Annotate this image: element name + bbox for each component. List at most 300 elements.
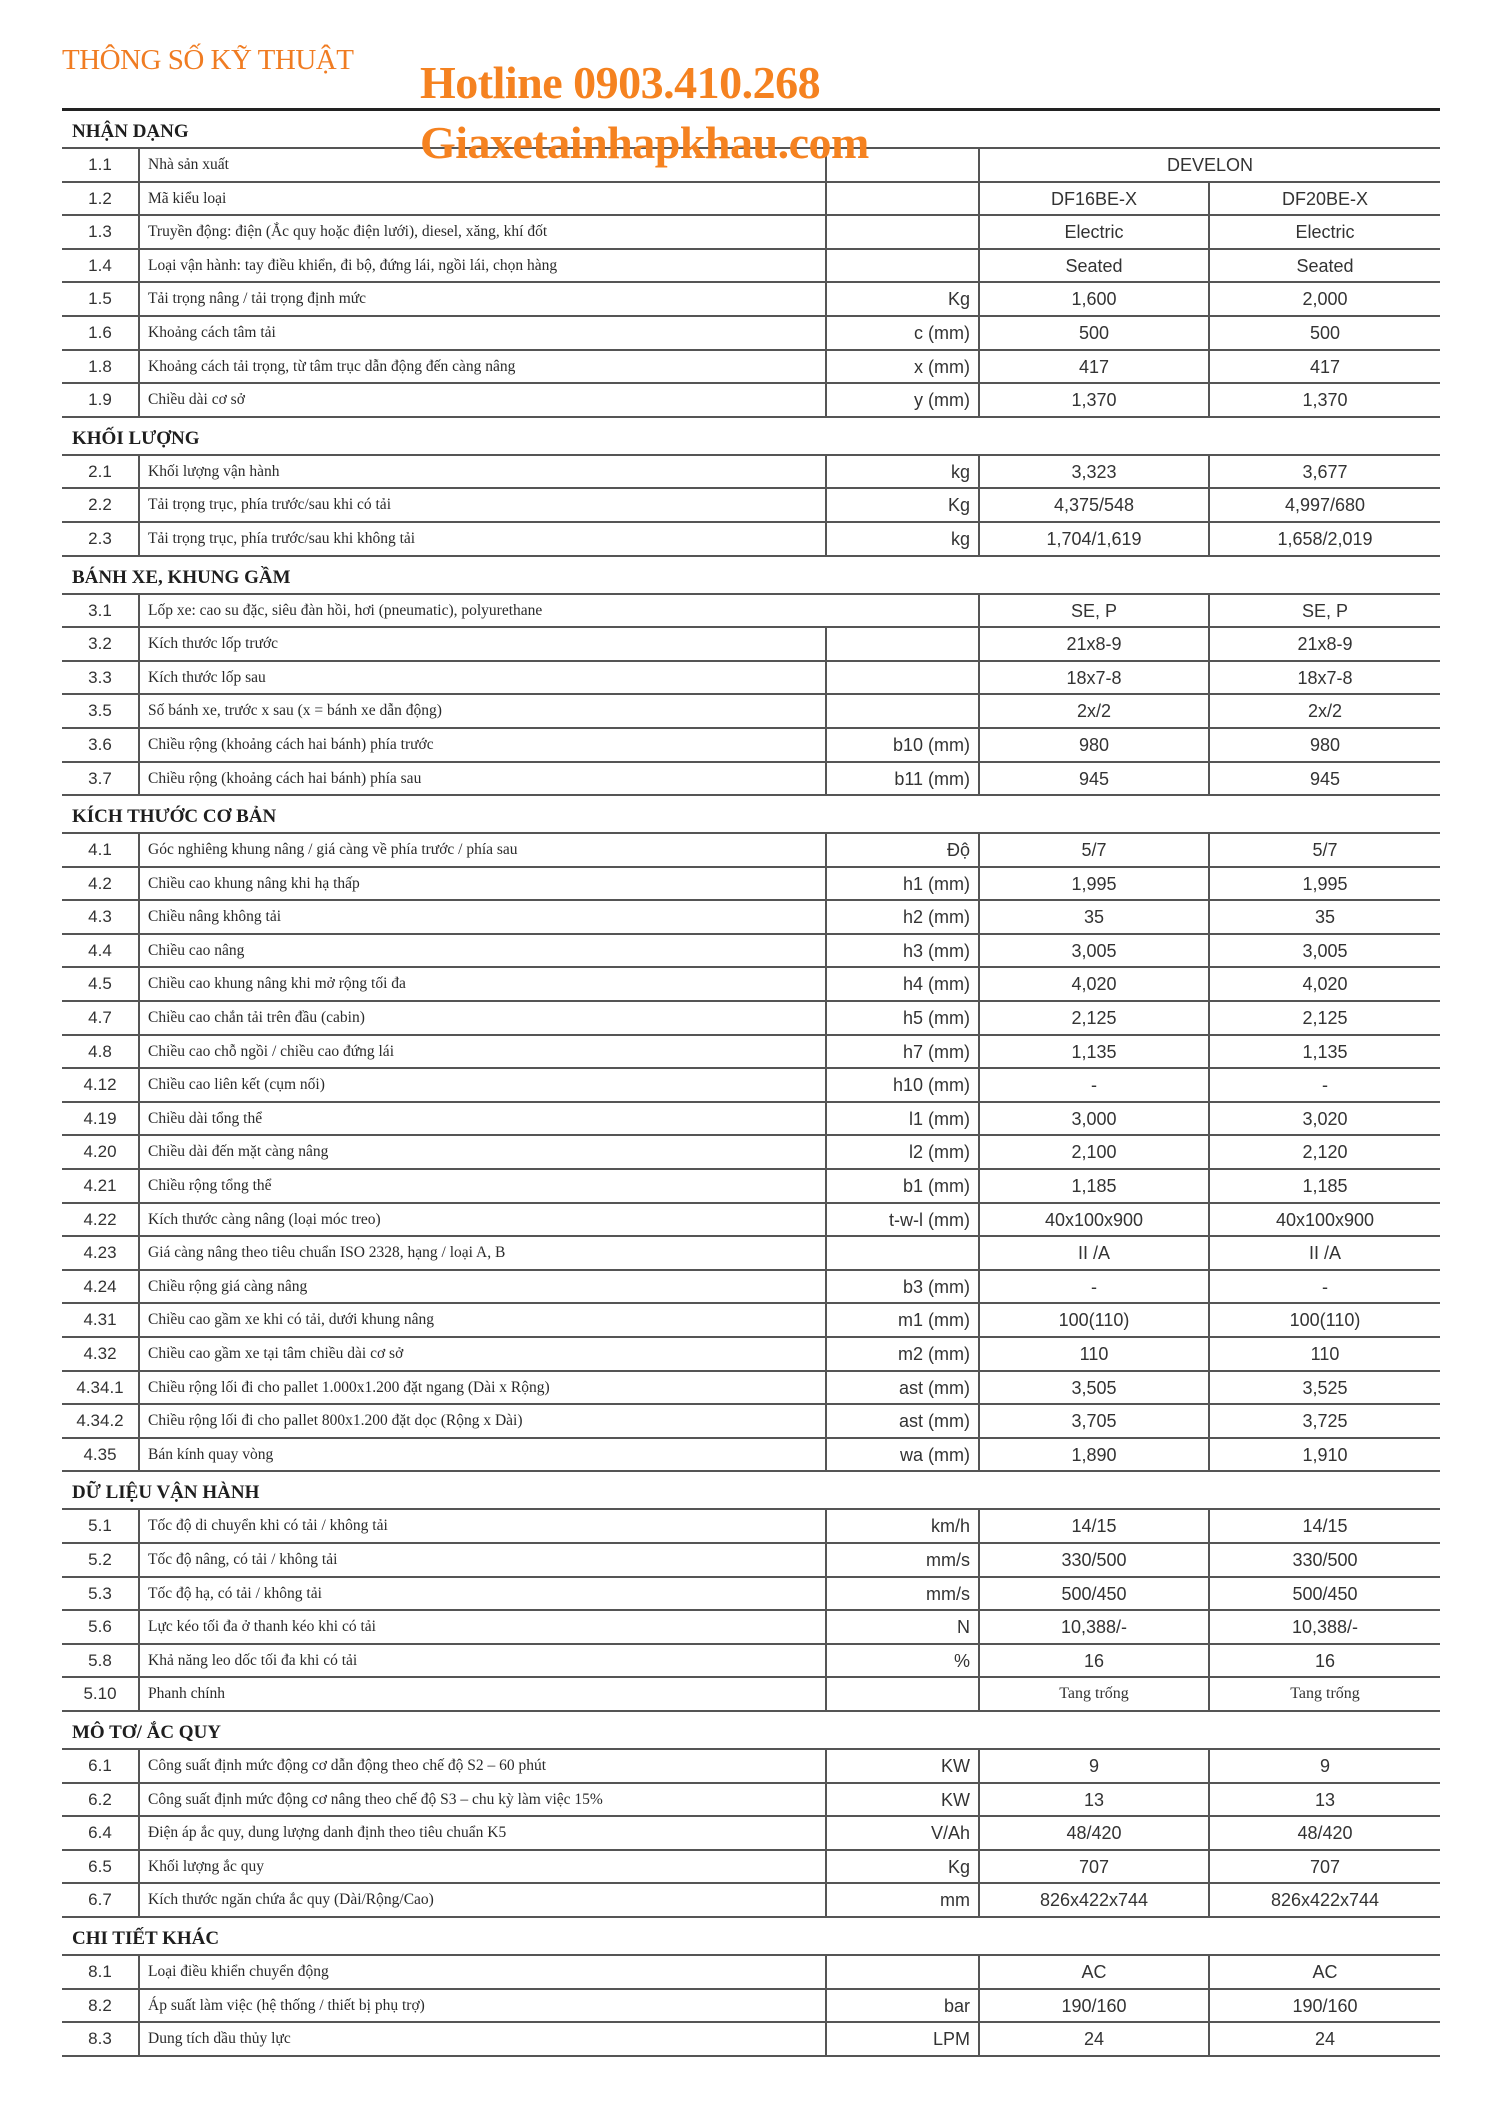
row-description: Kích thước ngăn chứa ắc quy (Dài/Rộng/Cao) xyxy=(148,1891,434,1909)
spec-section xyxy=(62,1918,1440,2057)
row-unit: mm/s xyxy=(825,1578,980,1610)
row-unit: t-w-l (mm) xyxy=(825,1204,980,1236)
value-df16be-x: 500/450 xyxy=(980,1578,1210,1610)
value-df16be-x: 500 xyxy=(980,317,1210,349)
row-unit: N xyxy=(825,1611,980,1643)
value-df16be-x: II /A xyxy=(980,1237,1210,1269)
table-row xyxy=(62,1851,1440,1885)
row-number: 4.35 xyxy=(62,1439,140,1471)
manufacturer-value: DEVELON xyxy=(1166,155,1254,175)
row-description: Nhà sản xuất xyxy=(148,156,229,173)
row-description: Chiều cao chỗ ngồi / chiều cao đứng lái xyxy=(148,1042,394,1060)
value-df16be-x: 980 xyxy=(980,729,1210,761)
row-unit xyxy=(825,628,980,660)
value-df16be-x: 35 xyxy=(980,901,1210,933)
value-df16be-x: 2x/2 xyxy=(980,695,1210,727)
value-df20be-x: 2x/2 xyxy=(1307,701,1343,722)
table-row xyxy=(62,1544,1440,1578)
value-df20be-x: 2,000 xyxy=(1302,289,1348,310)
row-number: 5.8 xyxy=(62,1645,140,1677)
value-df20be-x: 40x100x900 xyxy=(1275,1209,1375,1230)
value-df16be-x: 5/7 xyxy=(980,834,1210,866)
row-unit: m2 (mm) xyxy=(825,1338,980,1370)
value-df16be-x: 1,185 xyxy=(980,1170,1210,1202)
value-df16be-x: 18x7-8 xyxy=(980,662,1210,694)
table-row xyxy=(62,1405,1440,1439)
row-description: Chiều dài tổng thể xyxy=(148,1109,263,1127)
value-df16be-x: 3,005 xyxy=(980,935,1210,967)
value-df16be-x: 13 xyxy=(980,1784,1210,1816)
value-df20be-x: SE, P xyxy=(1301,600,1349,621)
spec-section xyxy=(62,418,1440,557)
table-row xyxy=(62,317,1440,351)
table-row xyxy=(62,595,1440,629)
value-df20be-x: 18x7-8 xyxy=(1297,667,1353,688)
row-unit: KW xyxy=(825,1784,980,1816)
row-number: 5.1 xyxy=(62,1510,140,1542)
table-row xyxy=(62,1304,1440,1338)
section-heading: KHỐI LƯỢNG xyxy=(62,418,1440,456)
row-unit: Độ xyxy=(825,834,980,866)
row-description: Tải trọng trục, phía trước/sau khi không tải xyxy=(148,529,416,547)
value-df16be-x: 24 xyxy=(980,2023,1210,2055)
row-unit: wa (mm) xyxy=(825,1439,980,1471)
row-unit xyxy=(825,250,980,282)
row-number: 4.31 xyxy=(62,1304,140,1336)
table-row xyxy=(62,1204,1440,1238)
value-df16be-x: DF16BE-X xyxy=(980,183,1210,215)
value-df20be-x: 14/15 xyxy=(1302,1516,1348,1537)
row-description: Loại vận hành: tay điều khiển, đi bộ, đứng lái, ngồi lái, chọn hàng xyxy=(148,256,558,274)
row-number: 4.34.1 xyxy=(62,1372,140,1404)
value-df20be-x: II /A xyxy=(1308,1243,1341,1264)
row-number: 1.5 xyxy=(62,283,140,315)
table-row xyxy=(62,2023,1440,2057)
row-description: Tốc độ di chuyển khi có tải / không tải xyxy=(148,1517,388,1535)
table-row xyxy=(62,1990,1440,2024)
row-number: 1.3 xyxy=(62,216,140,248)
table-row xyxy=(62,351,1440,385)
row-number: 6.4 xyxy=(62,1817,140,1849)
row-unit xyxy=(825,1956,980,1988)
row-number: 4.5 xyxy=(62,968,140,1000)
row-number: 2.3 xyxy=(62,523,140,555)
row-unit xyxy=(825,216,980,248)
row-unit: Kg xyxy=(825,489,980,521)
value-df20be-x: - xyxy=(1322,1276,1328,1297)
value-df20be-x: 110 xyxy=(1310,1344,1340,1364)
spec-table xyxy=(62,111,1440,2057)
row-description: Số bánh xe, trước x sau (x = bánh xe dẫn động) xyxy=(148,702,442,720)
row-number: 3.5 xyxy=(62,695,140,727)
value-df16be-x: - xyxy=(980,1271,1210,1303)
row-unit xyxy=(825,662,980,694)
row-unit: km/h xyxy=(825,1510,980,1542)
value-df16be-x: 2,100 xyxy=(980,1136,1210,1168)
value-df16be-x: 190/160 xyxy=(980,1990,1210,2022)
value-df16be-x: 9 xyxy=(980,1750,1210,1782)
row-description: Tốc độ nâng, có tải / không tải xyxy=(148,1550,338,1568)
value-df16be-x: 10,388/- xyxy=(980,1611,1210,1643)
value-df20be-x: 3,677 xyxy=(1302,461,1348,482)
value-df20be-x: 826x422x744 xyxy=(1270,1890,1380,1911)
value-df16be-x: 1,704/1,619 xyxy=(980,523,1210,555)
row-description: Tốc độ hạ, có tải / không tải xyxy=(148,1584,322,1602)
value-df20be-x: 3,525 xyxy=(1302,1377,1348,1398)
row-number: 3.3 xyxy=(62,662,140,694)
row-unit: h3 (mm) xyxy=(825,935,980,967)
row-unit: V/Ah xyxy=(825,1817,980,1849)
value-df16be-x: 3,323 xyxy=(980,456,1210,488)
value-df20be-x: 13 xyxy=(1314,1789,1336,1810)
row-description: Khả năng leo dốc tối đa khi có tải xyxy=(148,1651,358,1669)
value-df20be-x: 1,658/2,019 xyxy=(1277,528,1373,549)
row-unit: kg xyxy=(825,456,980,488)
row-number: 4.34.2 xyxy=(62,1405,140,1437)
row-number: 1.4 xyxy=(62,250,140,282)
value-df20be-x: 3,725 xyxy=(1302,1411,1348,1432)
row-number: 8.1 xyxy=(62,1956,140,1988)
table-row xyxy=(62,1678,1440,1712)
row-unit: LPM xyxy=(825,2023,980,2055)
row-number: 6.2 xyxy=(62,1784,140,1816)
section-heading: CHI TIẾT KHÁC xyxy=(62,1918,1440,1956)
table-row xyxy=(62,1578,1440,1612)
table-row xyxy=(62,729,1440,763)
value-df20be-x: 4,997/680 xyxy=(1284,495,1366,516)
row-number: 4.7 xyxy=(62,1002,140,1034)
spec-section xyxy=(62,557,1440,797)
row-number: 4.24 xyxy=(62,1271,140,1303)
row-description: Chiều cao gầm xe tại tâm chiều dài cơ sở xyxy=(148,1345,404,1362)
value-df16be-x: 4,375/548 xyxy=(980,489,1210,521)
value-df16be-x: 1,600 xyxy=(980,283,1210,315)
spec-section xyxy=(62,796,1440,1472)
value-df16be-x: 40x100x900 xyxy=(980,1204,1210,1236)
table-row xyxy=(62,1036,1440,1070)
value-df16be-x: AC xyxy=(980,1956,1210,1988)
row-number: 4.21 xyxy=(62,1170,140,1202)
value-df20be-x: 35 xyxy=(1314,907,1336,928)
table-row xyxy=(62,1750,1440,1784)
row-number: 8.3 xyxy=(62,2023,140,2055)
section-heading: NHẬN DẠNG xyxy=(62,111,1440,149)
table-row xyxy=(62,1784,1440,1818)
table-row xyxy=(62,695,1440,729)
value-df20be-x: 2,120 xyxy=(1302,1142,1348,1163)
value-df16be-x: 4,020 xyxy=(980,968,1210,1000)
row-number: 4.12 xyxy=(62,1069,140,1101)
row-description: Chiều rộng giá càng nâng xyxy=(148,1277,308,1295)
value-df16be-x: 417 xyxy=(980,351,1210,383)
value-df20be-x: 9 xyxy=(1319,1755,1330,1776)
value-df20be-x: 500/450 xyxy=(1292,1583,1358,1604)
row-number: 4.8 xyxy=(62,1036,140,1068)
row-number: 6.5 xyxy=(62,1851,140,1883)
row-number: 4.4 xyxy=(62,935,140,967)
value-df20be-x: Electric xyxy=(1295,222,1355,243)
table-row xyxy=(62,1817,1440,1851)
row-unit: mm/s xyxy=(825,1544,980,1576)
row-description: Chiều rộng (khoảng cách hai bánh) phía trước xyxy=(148,735,434,753)
row-unit: h5 (mm) xyxy=(825,1002,980,1034)
value-df20be-x: 16 xyxy=(1314,1650,1336,1671)
section-heading: BÁNH XE, KHUNG GẦM xyxy=(62,557,1440,595)
row-description: Mã kiểu loại xyxy=(148,189,227,207)
value-df20be-x: 4,020 xyxy=(1302,974,1348,995)
value-df16be-x: 16 xyxy=(980,1645,1210,1677)
row-unit: b3 (mm) xyxy=(825,1271,980,1303)
table-row xyxy=(62,1237,1440,1271)
value-df20be-x: 1,995 xyxy=(1302,873,1348,894)
value-df16be-x: Tang trống xyxy=(980,1678,1210,1710)
table-row xyxy=(62,628,1440,662)
value-df20be-x: Seated xyxy=(1296,255,1354,276)
row-unit: b1 (mm) xyxy=(825,1170,980,1202)
value-df16be-x: - xyxy=(980,1069,1210,1101)
value-df20be-x: - xyxy=(1322,1075,1328,1096)
row-description: Chiều rộng lối đi cho pallet 800x1.200 đặt dọc (Rộng x Dài) xyxy=(148,1412,523,1430)
row-unit xyxy=(825,1678,980,1710)
row-description: Tải trọng nâng / tải trọng định mức xyxy=(148,290,367,308)
row-number: 5.2 xyxy=(62,1544,140,1576)
row-number: 1.1 xyxy=(62,149,140,181)
table-row xyxy=(62,384,1440,418)
row-description: Bán kính quay vòng xyxy=(148,1445,274,1463)
value-df20be-x: 1,185 xyxy=(1302,1176,1348,1197)
row-number: 4.19 xyxy=(62,1103,140,1135)
row-unit: y (mm) xyxy=(825,384,980,416)
value-df20be-x: 2,125 xyxy=(1302,1008,1348,1029)
table-row xyxy=(62,1956,1440,1990)
value-df20be-x: 417 xyxy=(1309,356,1341,377)
row-unit xyxy=(825,1237,980,1269)
row-number: 3.2 xyxy=(62,628,140,660)
row-description: Công suất định mức động cơ nâng theo chế độ S3 – chu kỳ làm việc 15% xyxy=(148,1790,603,1808)
row-description: Chiều rộng lối đi cho pallet 1.000x1.200 đặt ngang (Dài x Rộng) xyxy=(148,1378,550,1396)
row-description: Chiều cao liên kết (cụm nối) xyxy=(148,1076,325,1094)
row-number: 4.23 xyxy=(62,1237,140,1269)
row-unit: mm xyxy=(825,1884,980,1916)
section-heading: MÔ TƠ/ ẮC QUY xyxy=(62,1712,1440,1750)
value-df20be-x: AC xyxy=(1312,1961,1338,1982)
value-df16be-x: 100(110) xyxy=(980,1304,1210,1336)
spec-section xyxy=(62,1712,1440,1918)
value-df16be-x: 14/15 xyxy=(980,1510,1210,1542)
row-description: Kích thước lốp sau xyxy=(148,668,266,686)
row-description: Áp suất làm việc (hệ thống / thiết bị phụ trợ) xyxy=(148,1996,425,2014)
value-df20be-x: 3,020 xyxy=(1302,1108,1348,1129)
row-unit: h1 (mm) xyxy=(825,868,980,900)
value-df16be-x: 1,370 xyxy=(980,384,1210,416)
row-unit: h7 (mm) xyxy=(825,1036,980,1068)
value-df20be-x: 1,135 xyxy=(1302,1041,1348,1062)
row-description: Truyền động: điện (Ắc quy hoặc điện lưới), diesel, xăng, khí đốt xyxy=(148,223,548,241)
value-df20be-x: 500 xyxy=(1309,322,1341,343)
row-number: 4.1 xyxy=(62,834,140,866)
value-df16be-x: Seated xyxy=(980,250,1210,282)
row-number: 1.9 xyxy=(62,384,140,416)
row-unit: Kg xyxy=(825,1851,980,1883)
row-unit: h2 (mm) xyxy=(825,901,980,933)
row-description: Chiều nâng không tải xyxy=(148,908,282,926)
row-description: Lực kéo tối đa ở thanh kéo khi có tải xyxy=(148,1618,376,1636)
spec-section xyxy=(62,1472,1440,1712)
row-description: Chiều rộng tổng thể xyxy=(148,1177,272,1195)
value-df16be-x: 330/500 xyxy=(980,1544,1210,1576)
table-row xyxy=(62,456,1440,490)
row-description: Tải trọng trục, phía trước/sau khi có tải xyxy=(148,496,391,514)
row-number: 3.6 xyxy=(62,729,140,761)
value-df16be-x: Electric xyxy=(980,216,1210,248)
table-row xyxy=(62,523,1440,557)
row-unit: x (mm) xyxy=(825,351,980,383)
table-row xyxy=(62,250,1440,284)
hotline-watermark: Hotline 0903.410.268 xyxy=(420,57,821,108)
row-description: Phanh chính xyxy=(148,1685,226,1703)
table-row xyxy=(62,1884,1440,1918)
website-watermark: Giaxetainhapkhau.com xyxy=(420,117,869,168)
row-number: 1.6 xyxy=(62,317,140,349)
value-df16be-x: 945 xyxy=(980,763,1210,795)
table-row xyxy=(62,1002,1440,1036)
row-number: 3.1 xyxy=(62,595,140,627)
row-number: 4.22 xyxy=(62,1204,140,1236)
value-df20be-x: DF20BE-X xyxy=(1281,188,1369,209)
row-number: 5.10 xyxy=(62,1678,140,1710)
table-row xyxy=(62,868,1440,902)
row-number: 4.3 xyxy=(62,901,140,933)
value-df16be-x: 3,705 xyxy=(980,1405,1210,1437)
row-unit: ast (mm) xyxy=(825,1372,980,1404)
row-description: Khối lượng ắc quy xyxy=(148,1857,265,1875)
value-df16be-x: 3,000 xyxy=(980,1103,1210,1135)
value-df16be-x: 826x422x744 xyxy=(980,1884,1210,1916)
row-unit: kg xyxy=(825,523,980,555)
value-df20be-x: 21x8-9 xyxy=(1297,634,1353,655)
row-unit: l2 (mm) xyxy=(825,1136,980,1168)
row-description: Chiều cao gầm xe khi có tải, dưới khung nâng xyxy=(148,1311,435,1329)
row-unit: m1 (mm) xyxy=(825,1304,980,1336)
table-row xyxy=(62,1069,1440,1103)
table-row xyxy=(62,183,1440,217)
table-row xyxy=(62,489,1440,523)
value-df20be-x: 100(110) xyxy=(1289,1310,1361,1331)
table-row xyxy=(62,1645,1440,1679)
table-row xyxy=(62,968,1440,1002)
value-df16be-x: SE, P xyxy=(980,595,1210,627)
row-unit: h4 (mm) xyxy=(825,968,980,1000)
row-description: Chiều cao khung nâng khi mở rộng tối đa xyxy=(148,975,406,993)
value-df16be-x: 21x8-9 xyxy=(980,628,1210,660)
row-number: 1.2 xyxy=(62,183,140,215)
row-description: Lốp xe: cao su đặc, siêu đàn hồi, hơi (pneumatic), polyurethane xyxy=(140,595,980,627)
row-description: Dung tích dầu thủy lực xyxy=(148,2030,291,2048)
value-df20be-x: 24 xyxy=(1314,2029,1336,2050)
row-description: Điện áp ắc quy, dung lượng danh định theo tiêu chuẩn K5 xyxy=(148,1824,507,1842)
row-description: Giá càng nâng theo tiêu chuẩn ISO 2328, hạng / loại A, B xyxy=(148,1244,506,1262)
row-description: Chiều dài cơ sở xyxy=(148,391,245,409)
value-df16be-x: 1,995 xyxy=(980,868,1210,900)
row-description: Khoảng cách tâm tải xyxy=(148,323,276,341)
row-number: 4.2 xyxy=(62,868,140,900)
value-df20be-x: 10,388/- xyxy=(1291,1617,1359,1638)
row-unit: KW xyxy=(825,1750,980,1782)
row-number: 3.7 xyxy=(62,763,140,795)
row-number: 2.2 xyxy=(62,489,140,521)
row-unit: ast (mm) xyxy=(825,1405,980,1437)
page-title: THÔNG SỐ KỸ THUẬT xyxy=(62,44,354,76)
value-df20be-x: 1,370 xyxy=(1302,390,1348,411)
value-df16be-x: 110 xyxy=(980,1338,1210,1370)
value-df20be-x: 980 xyxy=(1309,734,1341,755)
table-row xyxy=(62,1170,1440,1204)
value-df16be-x: 2,125 xyxy=(980,1002,1210,1034)
table-row xyxy=(62,1439,1440,1473)
value-df20be-x: 945 xyxy=(1309,768,1341,789)
row-description: Chiều dài đến mặt càng nâng xyxy=(148,1143,329,1161)
row-number: 4.20 xyxy=(62,1136,140,1168)
table-row xyxy=(62,662,1440,696)
value-df20be-x: 330/500 xyxy=(1292,1549,1358,1570)
value-df20be-x: 5/7 xyxy=(1312,840,1338,861)
table-row xyxy=(62,1271,1440,1305)
row-number: 4.32 xyxy=(62,1338,140,1370)
row-unit: bar xyxy=(825,1990,980,2022)
row-description: Góc nghiêng khung nâng / giá càng về phía trước / phía sau xyxy=(148,841,518,859)
row-description: Chiều rộng (khoảng cách hai bánh) phía sau xyxy=(148,769,422,787)
value-df20be-x: 190/160 xyxy=(1292,1995,1358,2016)
table-row xyxy=(62,1103,1440,1137)
table-row xyxy=(62,901,1440,935)
table-row xyxy=(62,935,1440,969)
table-row xyxy=(62,834,1440,868)
section-heading: KÍCH THƯỚC CƠ BẢN xyxy=(62,796,1440,834)
row-description: Chiều cao nâng xyxy=(148,941,245,959)
table-row xyxy=(62,1338,1440,1372)
value-df20be-x: 3,005 xyxy=(1302,940,1348,961)
value-df16be-x: 1,890 xyxy=(980,1439,1210,1471)
row-description: Chiều cao chắn tải trên đầu (cabin) xyxy=(148,1009,365,1027)
row-unit: % xyxy=(825,1645,980,1677)
row-description: Chiều cao khung nâng khi hạ thấp xyxy=(148,874,360,892)
value-df20be-x: 48/420 xyxy=(1297,1823,1353,1844)
value-df16be-x: 707 xyxy=(980,1851,1210,1883)
row-unit: h10 (mm) xyxy=(825,1069,980,1101)
row-number: 8.2 xyxy=(62,1990,140,2022)
table-row xyxy=(62,1510,1440,1544)
row-number: 6.1 xyxy=(62,1750,140,1782)
section-heading: DỮ LIỆU VẬN HÀNH xyxy=(62,1472,1440,1510)
row-description: Kích thước lốp trước xyxy=(148,635,279,653)
value-df16be-x: 1,135 xyxy=(980,1036,1210,1068)
value-df20be-x: 1,910 xyxy=(1302,1444,1348,1465)
row-description: Công suất định mức động cơ dẫn động theo chế độ S2 – 60 phút xyxy=(148,1756,547,1774)
row-number: 6.7 xyxy=(62,1884,140,1916)
table-row xyxy=(62,1611,1440,1645)
row-unit: c (mm) xyxy=(825,317,980,349)
row-unit: l1 (mm) xyxy=(825,1103,980,1135)
table-row xyxy=(62,216,1440,250)
row-unit: Kg xyxy=(825,283,980,315)
row-number: 1.8 xyxy=(62,351,140,383)
value-df20be-x: Tang trống xyxy=(1290,1685,1360,1703)
row-description: Khối lượng vận hành xyxy=(148,462,280,480)
row-unit: b11 (mm) xyxy=(825,763,980,795)
table-row xyxy=(62,1372,1440,1406)
row-description: Loại điều khiển chuyển động xyxy=(148,1962,329,1980)
value-df20be-x: 707 xyxy=(1309,1856,1341,1877)
